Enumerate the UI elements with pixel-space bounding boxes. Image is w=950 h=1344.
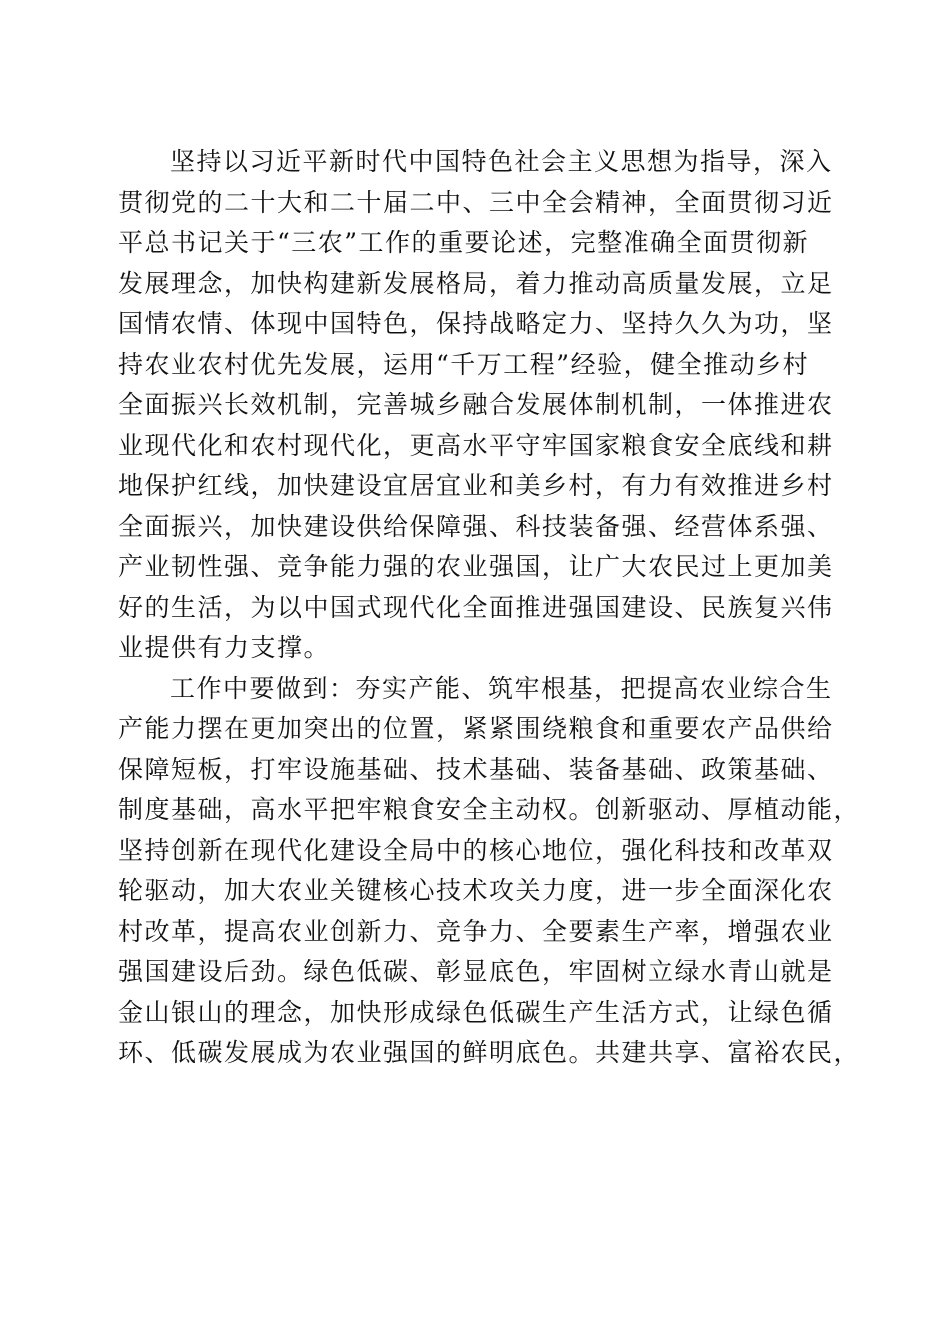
paragraph-line: 业现代化和农村现代化，更高水平守牢国家粮食安全底线和耕 [118,430,834,460]
paragraph-line: 村改革，提高农业创新力、竞争力、全要素生产率，增强农业 [118,916,834,946]
paragraph-line: 保障短板，打牢设施基础、技术基础、装备基础、政策基础、 [118,754,834,784]
paragraph-line: 好的生活，为以中国式现代化全面推进强国建设、民族复兴伟 [118,592,834,622]
paragraph-line: 坚持以习近平新时代中国特色社会主义思想为指导，深入 [170,147,833,176]
paragraph-line: 地保护红线，加快建设宜居宜业和美乡村，有力有效推进乡村 [118,471,834,500]
paragraph-line: 金山银山的理念，加快形成绿色低碳生产生活方式，让绿色循 [118,997,834,1027]
paragraph-line: 持农业农村优先发展，运用“千万工程”经验，健全推动乡村 [118,349,810,379]
paragraph-line: 平总书记关于“三农”工作的重要论述，完整准确全面贯彻新 [118,228,810,257]
paragraph-line: 全面振兴，加快建设供给保障强、科技装备强、经营体系强、 [118,511,834,541]
paragraph-line: 制度基础，高水平把牢粮食安全主动权。创新驱动、厚植动能， [118,795,861,824]
paragraph-line: 发展理念，加快构建新发展格局，着力推动高质量发展，立足 [118,268,834,298]
paragraph-line: 产业韧性强、竞争能力强的农业强国，让广大农民过上更加美 [118,552,834,581]
paragraph-line: 国情农情、体现中国特色，保持战略定力、坚持久久为功，坚 [118,309,834,338]
paragraph-line: 强国建设后劲。绿色低碳、彰显底色，牢固树立绿水青山就是 [118,957,834,986]
paragraph-line: 环、低碳发展成为农业强国的鲜明底色。共建共享、富裕农民， [118,1038,861,1067]
paragraph-line: 工作中要做到：夯实产能、筑牢根基，把提高农业综合生 [170,673,833,703]
paragraph-line: 轮驱动，加大农业关键核心技术攻关力度，进一步全面深化农 [118,876,834,905]
document-body [118,142,861,1074]
paragraph-line: 产能力摆在更加突出的位置，紧紧围绕粮食和重要农产品供给 [118,714,834,743]
paragraph-line: 贯彻党的二十大和二十届二中、三中全会精神，全面贯彻习近 [118,187,834,217]
paragraph-2 [118,669,861,1074]
paragraph-line: 业提供有力支撑。 [118,633,331,662]
paragraph-line: 全面振兴长效机制，完善城乡融合发展体制机制，一体推进农 [118,390,834,419]
paragraph-line: 坚持创新在现代化建设全局中的核心地位，强化科技和改革双 [118,835,834,865]
paragraph-1 [118,142,838,669]
